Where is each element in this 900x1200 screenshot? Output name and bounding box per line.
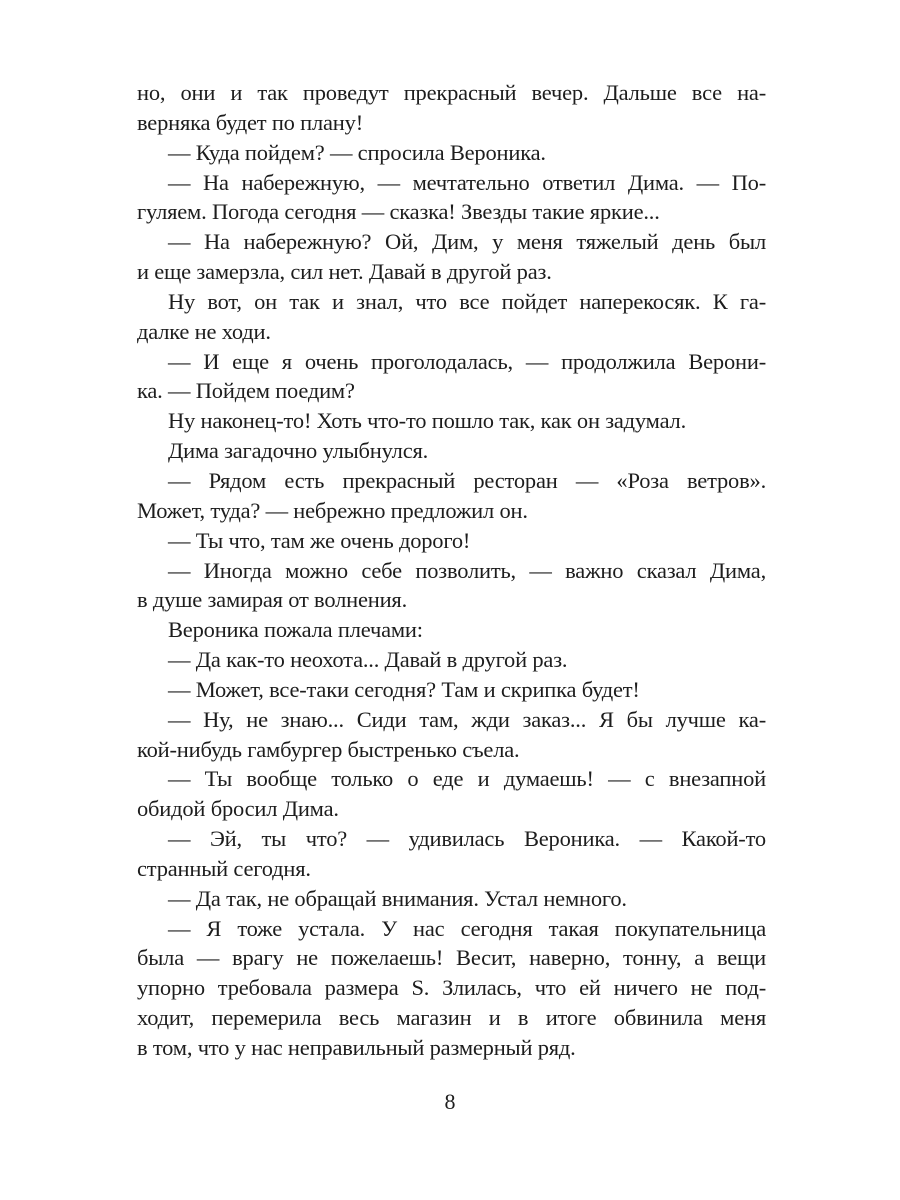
- text-line: — И еще я очень проголодалась, — продолжила Верони-: [168, 348, 766, 374]
- text-line: — Может, все-таки сегодня? Там и скрипка будет!: [168, 676, 640, 702]
- text-line: верняка будет по плану!: [137, 109, 363, 135]
- text-line: Вероника пожала плечами:: [168, 617, 423, 643]
- text-line: Ну наконец-то! Хоть что-то пошло так, как он задумал.: [168, 408, 687, 434]
- text-line: — Да так, не обращай внимания. Устал немного.: [168, 885, 627, 911]
- text-line: обидой бросил Дима.: [137, 796, 339, 822]
- text-line: ходит, перемерила весь магазин и в итоге обвинила меня: [137, 1005, 766, 1031]
- text-line: — Рядом есть прекрасный ресторан — «Роза ветров».: [168, 467, 766, 493]
- text-line: далке не ходи.: [137, 318, 271, 344]
- text-line: — На набережную? Ой, Дим, у меня тяжелый день был: [168, 229, 766, 255]
- text-line: — Иногда можно себе позволить, — важно сказал Дима,: [168, 557, 766, 583]
- text-line: и еще замерзла, сил нет. Давай в другой раз.: [137, 259, 552, 285]
- text-line: — На набережную, — мечтательно ответил Дима. — По-: [168, 169, 766, 195]
- text-line: гуляем. Погода сегодня — сказка! Звезды такие яркие...: [137, 199, 660, 225]
- page-text-block: [137, 78, 766, 1063]
- text-line: в том, что у нас неправильный размерный ряд.: [137, 1035, 576, 1060]
- text-line: — Да как-то неохота... Давай в другой раз.: [168, 647, 568, 673]
- text-line: ка. — Пойдем поедим?: [137, 378, 355, 404]
- text-line: Дима загадочно улыбнулся.: [168, 438, 429, 464]
- text-line: — Эй, ты что? — удивилась Вероника. — Какой-то: [168, 826, 766, 852]
- text-line: — Ты что, там же очень дорого!: [168, 527, 471, 553]
- text-line: — Ну, не знаю... Сиди там, жди заказ... Я бы лучше ка-: [168, 706, 766, 732]
- text-line: — Куда пойдем? — спросила Вероника.: [168, 139, 546, 165]
- text-line: была — врагу не пожелаешь! Весит, наверно, тонну, а вещи: [137, 945, 766, 971]
- text-line: упорно требовала размера S. Злилась, что ей ничего не под-: [137, 975, 766, 1001]
- text-line: Ну вот, он так и знал, что все пойдет наперекосяк. К га-: [168, 288, 766, 314]
- text-line: — Ты вообще только о еде и думаешь! — с внезапной: [168, 766, 766, 792]
- text-line: — Я тоже устала. У нас сегодня такая покупательница: [168, 915, 766, 941]
- text-line: но, они и так проведут прекрасный вечер. Дальше все на-: [137, 80, 766, 105]
- text-line: в душе замирая от волнения.: [137, 587, 407, 613]
- text-line: кой-нибудь гамбургер быстренько съела.: [137, 736, 520, 762]
- text-line: странный сегодня.: [137, 855, 311, 881]
- page-number: 8: [444, 1089, 456, 1114]
- text-line: Может, туда? — небрежно предложил он.: [137, 497, 528, 523]
